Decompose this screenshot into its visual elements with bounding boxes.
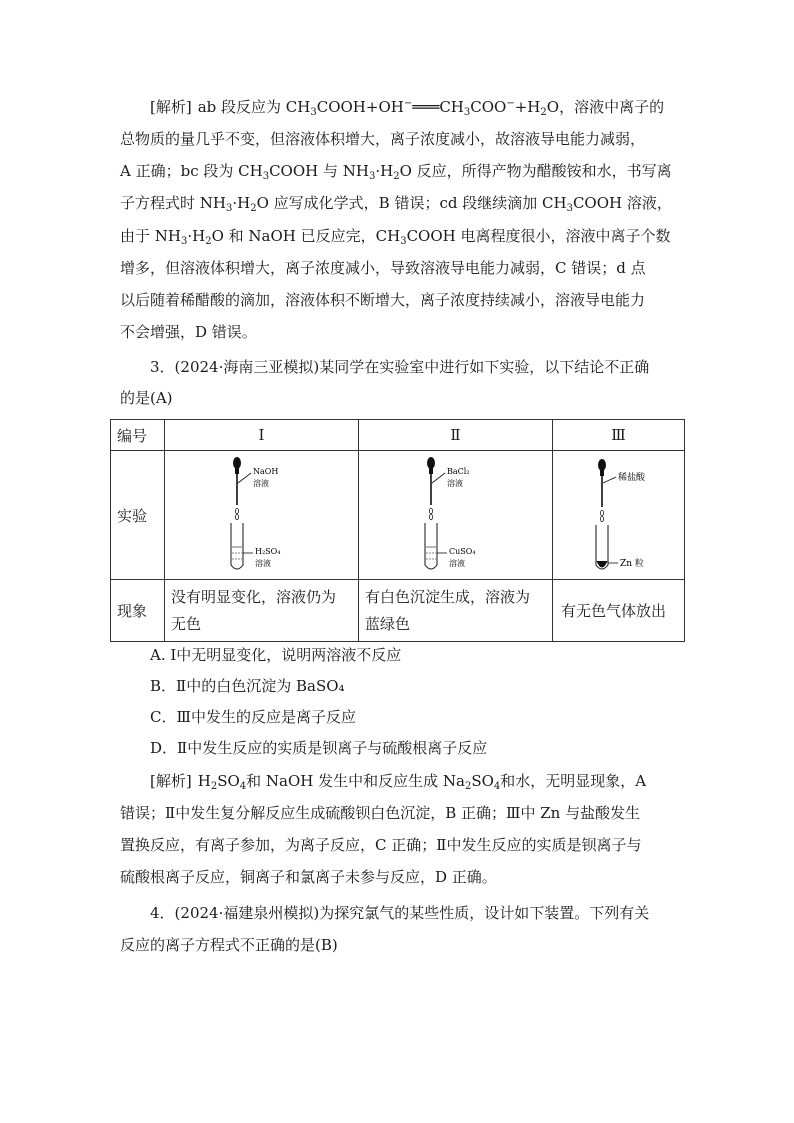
- apparatus-cell-ii: [359, 451, 553, 580]
- apparatus-ii-drop-label2: 溶液: [446, 479, 463, 488]
- table-header-label: 编号: [111, 420, 165, 451]
- apparatus-i-drop-label2: 溶液: [252, 479, 269, 488]
- option-b: B．Ⅱ中的白色沉淀为 BaSO₄: [150, 677, 345, 695]
- analysis1-line4: 子方程式时 $NH_3\cdot H_2O$ 应写成化学式，B 错误；cd 段继续滴加 $CH_3COOH$ 溶液，: [120, 194, 672, 214]
- apparatus-ii-drop-label: BaCl₂: [446, 467, 470, 476]
- analysis1-line3: A 正确；bc 段为 $CH_3COOH$ 与 $NH_3\cdot H_2O$ 反应，所得产物为醋酸铵和水，书写离: [120, 162, 672, 182]
- apparatus-cell-iii: [553, 451, 685, 580]
- analysis2-line1: [解析] $H_2SO_4$和 NaOH 发生中和反应生成 $Na_2SO_4$和水，无明显现象，A: [150, 772, 647, 792]
- experiment-table-wrap: [110, 419, 684, 642]
- apparatus-iii-diagram: [564, 453, 674, 577]
- question4-stem-line1: 4．(2024·福建泉州模拟)为探究氯气的某些性质，设计如下装置。下列有关: [150, 904, 650, 922]
- apparatus-iii-tube-label: Zn 粒: [619, 559, 644, 569]
- analysis2-line4: 硫酸根离子反应，铜离子和氯离子未参与反应，D 正确。: [120, 868, 497, 886]
- analysis1-line2: 总物质的量几乎不变，但溶液体积增大，离子浓度减小，故溶液导电能力减弱，: [120, 130, 646, 148]
- table-header-i: Ⅰ: [165, 420, 359, 451]
- apparatus-i-drop-label: NaOH: [252, 467, 278, 476]
- apparatus-ii-diagram: [401, 453, 511, 577]
- apparatus-ii-tube-label2: 溶液: [448, 559, 465, 568]
- experiment-table: [110, 419, 685, 642]
- analysis2-line2: 错误；Ⅱ中发生复分解反应生成硫酸钡白色沉淀，B 正确；Ⅲ中 Zn 与盐酸发生: [120, 804, 641, 822]
- option-a: A. Ⅰ中无明显变化，说明两溶液不反应: [150, 646, 402, 664]
- apparatus-i-tube-label2: 溶液: [254, 559, 271, 568]
- table-row-label-phenomenon: 现象: [111, 580, 165, 642]
- apparatus-i-diagram: [207, 453, 317, 577]
- table-header-iii: Ⅲ: [553, 420, 685, 451]
- analysis2-line3: 置换反应，有离子参加，为离子反应，C 正确；Ⅱ中发生反应的实质是钡离子与: [120, 836, 642, 854]
- option-c: C．Ⅲ中发生的反应是离子反应: [150, 708, 356, 726]
- analysis1-line5: 由于 $NH_3\cdot H_2O$ 和 NaOH 已反应完，$CH_3COOH$ 电离程度很小，溶液中离子个数: [120, 227, 671, 247]
- analysis1-line6: 增多，但溶液体积增大，离子浓度减小，导致溶液导电能力减弱，C 错误；d 点: [120, 259, 646, 277]
- apparatus-iii-drop-label: 稀盐酸: [617, 473, 645, 483]
- question3-stem-line2: 的是(A): [120, 389, 173, 407]
- phenomenon-i: 没有明显变化，溶液仍为 无色: [165, 580, 359, 642]
- analysis-tag: [解析]: [150, 772, 192, 790]
- option-d: D．Ⅱ中发生反应的实质是钡离子与硫酸根离子反应: [150, 739, 488, 757]
- apparatus-cell-i: [165, 451, 359, 580]
- table-header-ii: Ⅱ: [359, 420, 553, 451]
- phenomenon-iii: 有无色气体放出: [553, 580, 685, 642]
- phenomenon-ii: 有白色沉淀生成，溶液为 蓝绿色: [359, 580, 553, 642]
- analysis1-line7: 以后随着稀醋酸的滴加，溶液体积不断增大，离子浓度持续减小，溶液导电能力: [120, 291, 646, 309]
- apparatus-ii-tube-label: CuSO₄: [448, 547, 476, 556]
- table-row-label-experiment: 实验: [111, 451, 165, 580]
- analysis1-line1: [解析] ab 段反应为 $CH_3COOH+OH^-═══CH_3COO^-+H_2O$，溶液中离子的: [150, 98, 665, 118]
- question4-stem-line2: 反应的离子方程式不正确的是(B): [120, 936, 338, 954]
- question3-stem-line1: 3．(2024·海南三亚模拟)某同学在实验室中进行如下实验，以下结论不正确: [150, 358, 650, 376]
- analysis1-line8: 不会增强，D 错误。: [120, 323, 257, 341]
- apparatus-i-tube-label: H₂SO₄: [254, 547, 280, 556]
- analysis-tag: [解析]: [150, 98, 192, 116]
